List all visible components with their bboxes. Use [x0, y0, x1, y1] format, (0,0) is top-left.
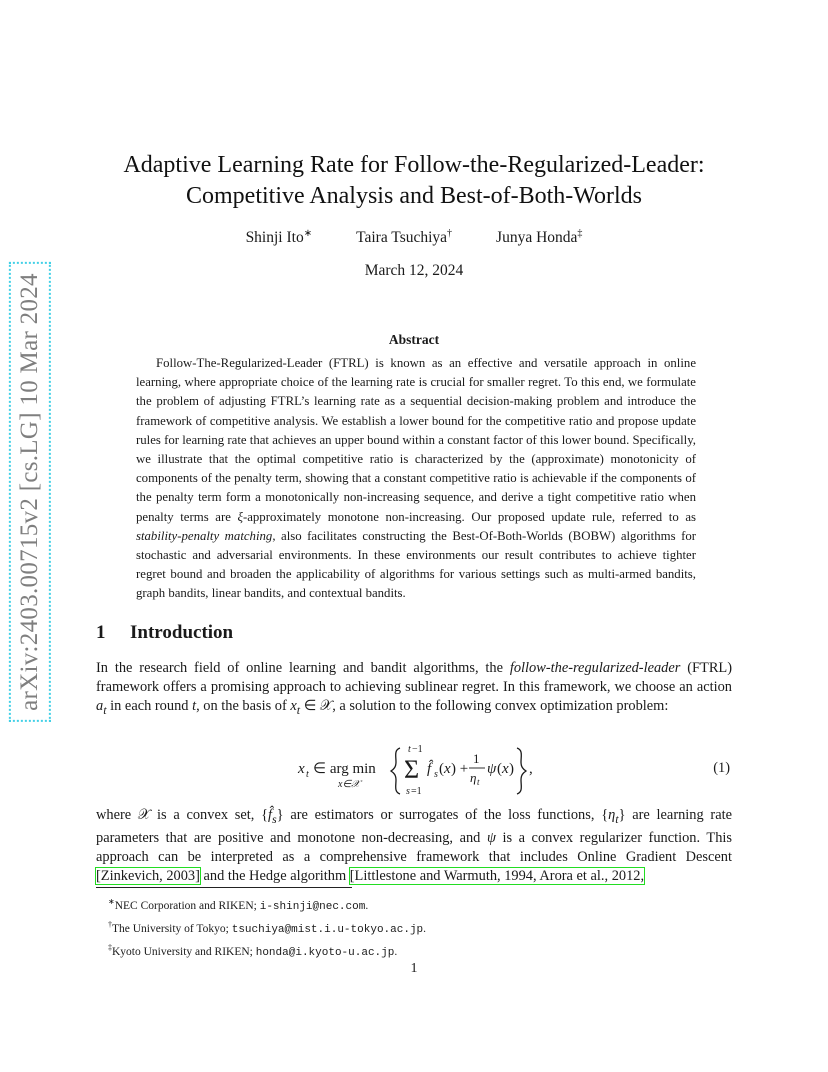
citation-link[interactable]: [Zinkevich, 2003]	[96, 868, 200, 885]
svg-text:−1: −1	[412, 744, 423, 755]
svg-text:s: s	[406, 786, 410, 797]
section-number: 1	[96, 622, 106, 643]
author-list	[96, 228, 732, 247]
equation-number: (1)	[713, 760, 730, 776]
footnote: ‡Kyoto University and RIKEN; honda@i.kyoto-u.ac.jp.	[108, 943, 398, 959]
svg-text:Σ: Σ	[404, 755, 420, 784]
svg-text:t: t	[477, 777, 480, 787]
svg-text:f̂: f̂	[427, 761, 432, 777]
abstract-heading: Abstract	[388, 332, 440, 347]
email-link[interactable]: i-shinji@nec.com	[259, 900, 366, 913]
svg-text:,: ,	[529, 761, 533, 777]
svg-text:(: (	[497, 761, 502, 777]
equation-formula	[296, 742, 536, 800]
email-link[interactable]: tsuchiya@mist.i.u-tokyo.ac.jp	[231, 923, 424, 936]
section-heading	[96, 622, 732, 644]
arxiv-identifier[interactable]: arXiv:2403.00715v2 [cs.LG] 10 Mar 2024	[16, 269, 44, 715]
svg-text:x: x	[298, 761, 305, 777]
citation-link[interactable]: [Littlestone and Warmuth, 1994, Arora et al., 2012,	[349, 868, 645, 885]
intro-paragraph-2: where 𝒳 is a convex set, $\{f̂_s\}$ are estimators or surrogates of the loss functions, $\{\eta_t\}$ are learning rate parameters that are positive and monotone non-decreasing, and ψ is a convex regularizer function. This approach can be interpreted as a comprehensive framework that includes Online Gradient Descent [Zinkevich, 2003] and the Hedge algorithm [Littlestone and Warmuth, 1994, Arora et al., 2012,	[96, 807, 732, 885]
svg-text:x: x	[444, 761, 451, 777]
publication-date: March 12, 2024	[364, 262, 464, 279]
intro-paragraph-1: In the research field of online learning and bandit algorithms, the follow-the-regularized-leader (FTRL) framework offers a promising approach to achieving sublinear regret. In this framework, we choose an action $a_t$ in each round t, on the basis of $x_t$ ∈ 𝒳, a solution to the following convex optimization problem:	[96, 660, 732, 718]
svg-text:ψ: ψ	[487, 761, 497, 777]
author: Shinji Ito∗	[245, 228, 313, 247]
section-title: Introduction	[130, 622, 234, 643]
svg-text:) +: ) +	[451, 761, 469, 777]
svg-text:): )	[509, 761, 514, 777]
author: Junya Honda‡	[496, 228, 583, 247]
arxiv-stamp[interactable]	[13, 250, 47, 734]
footnotes	[108, 893, 728, 962]
svg-text:∈ arg min: ∈ arg min	[313, 761, 376, 777]
footnote: †The University of Tokyo; tsuchiya@mist.i.u-tokyo.ac.jp.	[108, 920, 427, 936]
author: Taira Tsuchiya†	[356, 228, 453, 247]
email-link[interactable]: honda@i.kyoto-u.ac.jp	[255, 946, 395, 959]
equation-1	[96, 742, 732, 800]
svg-text:s: s	[434, 769, 438, 780]
footnote-divider	[96, 887, 352, 888]
title-line-1: Adaptive Learning Rate for Follow-the-Regularized-Leader:	[123, 152, 705, 178]
svg-text:=1: =1	[411, 786, 422, 797]
svg-text:1: 1	[473, 751, 480, 766]
footnote: ∗NEC Corporation and RIKEN; i-shinji@nec.com.	[108, 897, 369, 913]
svg-text:x: x	[502, 761, 509, 777]
abstract-text: Follow-The-Regularized-Leader (FTRL) is known as an effective and versatile approach in online learning, where appropriate choice of the learning rate is crucial for smaller regret. To this end, we formulate the problem of adjusting FTRL’s learning rate as a sequential decision-making problem and introduce the framework of competitive analysis. We establish a lower bound for the competitive ratio and propose update rules for learning rate that achieves an upper bound within a constant factor of this lower bound. Specifically, we illustrate that the optimal competitive ratio is characterized by the (approximate) monotonicity of components of the penalty term, showing that a constant competitive ratio is achievable if the components of the penalty term form a monotonically non-increasing sequence, and derive a tight competitive ratio when penalty terms are ξ-approximately monotone non-increasing. Our proposed update rule, referred to as stability-penalty matching, also facilitates constructing the Best-Of-Both-Worlds (BOBW) algorithms for stochastic and adversarial environments. In these environments our result contributes to achieve tighter regret bound and broaden the applicability of algorithms for various settings such as multi-armed bandits, graph bandits, linear bandits, and contextual bandits.	[136, 356, 696, 601]
svg-text:t: t	[306, 769, 309, 780]
page-number: 1	[410, 961, 418, 976]
svg-text:t: t	[408, 744, 411, 755]
title-line-2: Competitive Analysis and Best-of-Both-Worlds	[185, 183, 643, 209]
paper-title	[96, 150, 732, 212]
svg-text:(: (	[439, 761, 444, 777]
svg-text:x∈𝒳: x∈𝒳	[338, 779, 360, 790]
svg-text:η: η	[470, 770, 477, 785]
